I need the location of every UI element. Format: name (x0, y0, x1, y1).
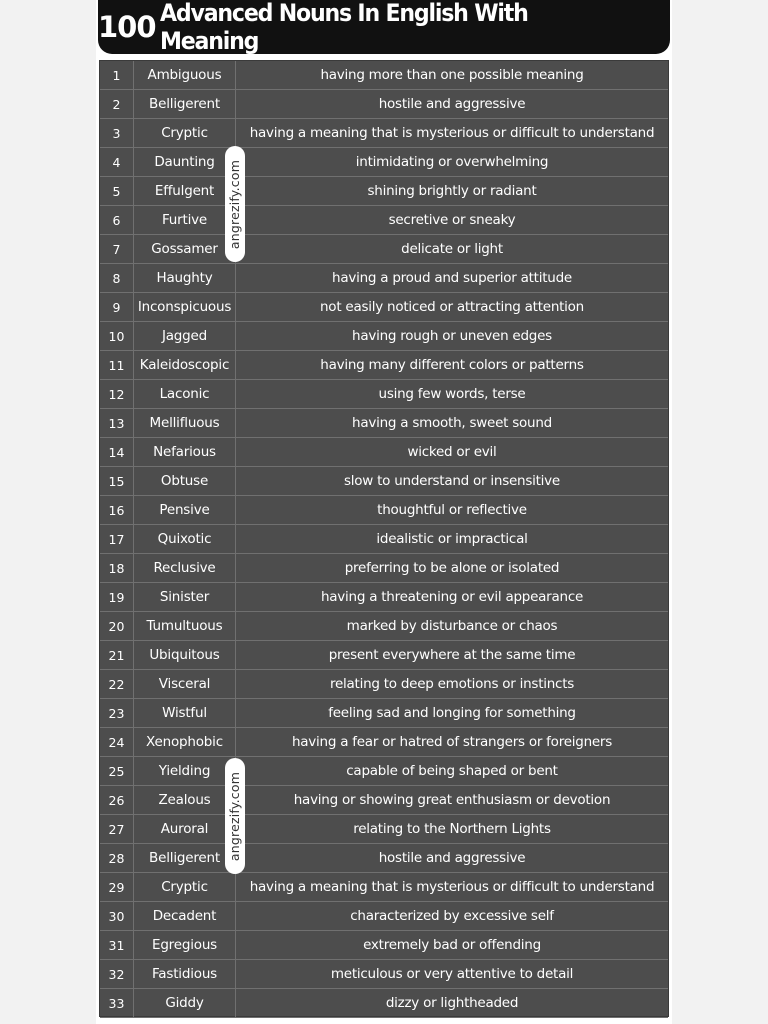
row-word: Sinister (134, 583, 236, 611)
row-meaning: relating to deep emotions or instincts (329, 676, 575, 692)
row-meaning: extremely bad or offending (363, 937, 541, 953)
row-number: 16 (100, 496, 134, 524)
table-row (100, 583, 668, 612)
row-number: 21 (100, 641, 134, 669)
row-number: 28 (100, 844, 134, 872)
watermark-top (225, 146, 245, 262)
row-word: Pensive (134, 496, 236, 524)
table-row (100, 844, 668, 873)
row-meaning: present everywhere at the same time (328, 647, 576, 663)
row-word: Ubiquitous (134, 641, 236, 669)
row-word: Yielding (134, 757, 236, 785)
row-word: Giddy (134, 989, 236, 1017)
watermark-text: angrezify.com (227, 771, 243, 861)
row-number: 6 (100, 206, 134, 234)
row-number: 24 (100, 728, 134, 756)
row-meaning: having a proud and superior attitude (332, 270, 572, 286)
table-row (100, 438, 668, 467)
title-number: 100 (98, 10, 156, 44)
row-word: Mellifluous (134, 409, 236, 437)
row-meaning: having a fear or hatred of strangers or foreigners (291, 734, 613, 750)
row-meaning: having more than one possible meaning (320, 67, 584, 83)
row-meaning: having a meaning that is mysterious or difficult to understand (249, 125, 655, 141)
row-number: 11 (100, 351, 134, 379)
row-number: 17 (100, 525, 134, 553)
watermark-bottom (225, 758, 245, 874)
row-word: Tumultuous (134, 612, 236, 640)
row-meaning: hostile and aggressive (378, 96, 526, 112)
table-row (100, 177, 668, 206)
row-word: Quixotic (134, 525, 236, 553)
row-word: Reclusive (134, 554, 236, 582)
row-word: Auroral (134, 815, 236, 843)
row-number: 33 (100, 989, 134, 1017)
row-word: Haughty (134, 264, 236, 292)
table-row (100, 206, 668, 235)
table-row (100, 902, 668, 931)
row-number: 10 (100, 322, 134, 350)
table-row (100, 670, 668, 699)
row-number: 15 (100, 467, 134, 495)
table-row (100, 931, 668, 960)
table-row (100, 960, 668, 989)
table-row (100, 757, 668, 786)
row-meaning: having a smooth, sweet sound (352, 415, 552, 431)
row-meaning: having rough or uneven edges (352, 328, 552, 344)
row-meaning: having or showing great enthusiasm or devotion (293, 792, 611, 808)
table-row (100, 728, 668, 757)
table-row (100, 322, 668, 351)
table-row (100, 148, 668, 177)
table-row (100, 351, 668, 380)
table-row (100, 699, 668, 728)
table-row (100, 235, 668, 264)
row-number: 31 (100, 931, 134, 959)
table-row (100, 554, 668, 583)
row-meaning: capable of being shaped or bent (346, 763, 558, 779)
row-number: 25 (100, 757, 134, 785)
row-meaning: having a meaning that is mysterious or difficult to understand (249, 879, 655, 895)
table-row (100, 264, 668, 293)
row-number: 1 (100, 61, 134, 89)
vocabulary-table (99, 60, 669, 1017)
row-meaning: preferring to be alone or isolated (344, 560, 560, 576)
table-row (100, 90, 668, 119)
row-number: 30 (100, 902, 134, 930)
row-meaning: relating to the Northern Lights (353, 821, 551, 837)
row-number: 9 (100, 293, 134, 321)
row-word: Nefarious (134, 438, 236, 466)
table-row (100, 815, 668, 844)
row-word: Zealous (134, 786, 236, 814)
row-word: Furtive (134, 206, 236, 234)
table-row (100, 612, 668, 641)
row-word: Laconic (134, 380, 236, 408)
row-meaning: having a threatening or evil appearance (320, 589, 584, 605)
row-word: Visceral (134, 670, 236, 698)
row-word: Wistful (134, 699, 236, 727)
row-meaning: dizzy or lightheaded (385, 995, 519, 1011)
row-meaning: meticulous or very attentive to detail (330, 966, 574, 982)
table-row (100, 496, 668, 525)
table-row (100, 409, 668, 438)
row-meaning: using few words, terse (378, 386, 526, 402)
row-meaning: marked by disturbance or chaos (346, 618, 558, 634)
row-word: Effulgent (134, 177, 236, 205)
row-word: Kaleidoscopic (134, 351, 236, 379)
row-number: 14 (100, 438, 134, 466)
row-number: 3 (100, 119, 134, 147)
row-meaning: having many different colors or patterns (320, 357, 584, 373)
row-word: Fastidious (134, 960, 236, 988)
page-title: Advanced Nouns In English With Meaning (159, 0, 528, 55)
row-number: 19 (100, 583, 134, 611)
table-row (100, 380, 668, 409)
row-word: Cryptic (134, 873, 236, 901)
row-meaning: thoughtful or reflective (377, 502, 527, 518)
row-number: 4 (100, 148, 134, 176)
row-number: 2 (100, 90, 134, 118)
row-meaning: feeling sad and longing for something (328, 705, 576, 721)
row-meaning: not easily noticed or attracting attention (320, 299, 584, 315)
row-word: Ambiguous (134, 61, 236, 89)
row-number: 18 (100, 554, 134, 582)
row-word: Egregious (134, 931, 236, 959)
title-bar (98, 0, 670, 54)
row-meaning: characterized by excessive self (350, 908, 554, 924)
table-row (100, 467, 668, 496)
row-word: Decadent (134, 902, 236, 930)
row-meaning: shining brightly or radiant (367, 183, 537, 199)
row-word: Xenophobic (134, 728, 236, 756)
row-word: Obtuse (134, 467, 236, 495)
row-number: 13 (100, 409, 134, 437)
row-number: 23 (100, 699, 134, 727)
row-meaning: slow to understand or insensitive (344, 473, 560, 489)
row-word: Inconspicuous (134, 293, 236, 321)
row-number: 20 (100, 612, 134, 640)
row-number: 8 (100, 264, 134, 292)
row-word: Belligerent (134, 90, 236, 118)
row-word: Cryptic (134, 119, 236, 147)
row-number: 26 (100, 786, 134, 814)
row-number: 32 (100, 960, 134, 988)
table-row (100, 61, 668, 90)
table-row (100, 293, 668, 322)
row-meaning: hostile and aggressive (378, 850, 526, 866)
row-word: Gossamer (134, 235, 236, 263)
row-meaning: delicate or light (401, 241, 503, 257)
row-number: 12 (100, 380, 134, 408)
table-row (100, 873, 668, 902)
table-row (100, 525, 668, 554)
table-row (100, 989, 668, 1018)
row-number: 5 (100, 177, 134, 205)
table-row (100, 786, 668, 815)
row-meaning: idealistic or impractical (376, 531, 528, 547)
row-meaning: secretive or sneaky (388, 212, 516, 228)
row-number: 27 (100, 815, 134, 843)
row-word: Daunting (134, 148, 236, 176)
row-meaning: wicked or evil (407, 444, 497, 460)
watermark-text: angrezify.com (227, 159, 243, 249)
row-word: Belligerent (134, 844, 236, 872)
table-row (100, 641, 668, 670)
row-word: Jagged (134, 322, 236, 350)
row-number: 22 (100, 670, 134, 698)
table-row (100, 119, 668, 148)
row-meaning: intimidating or overwhelming (355, 154, 549, 170)
row-number: 29 (100, 873, 134, 901)
row-number: 7 (100, 235, 134, 263)
